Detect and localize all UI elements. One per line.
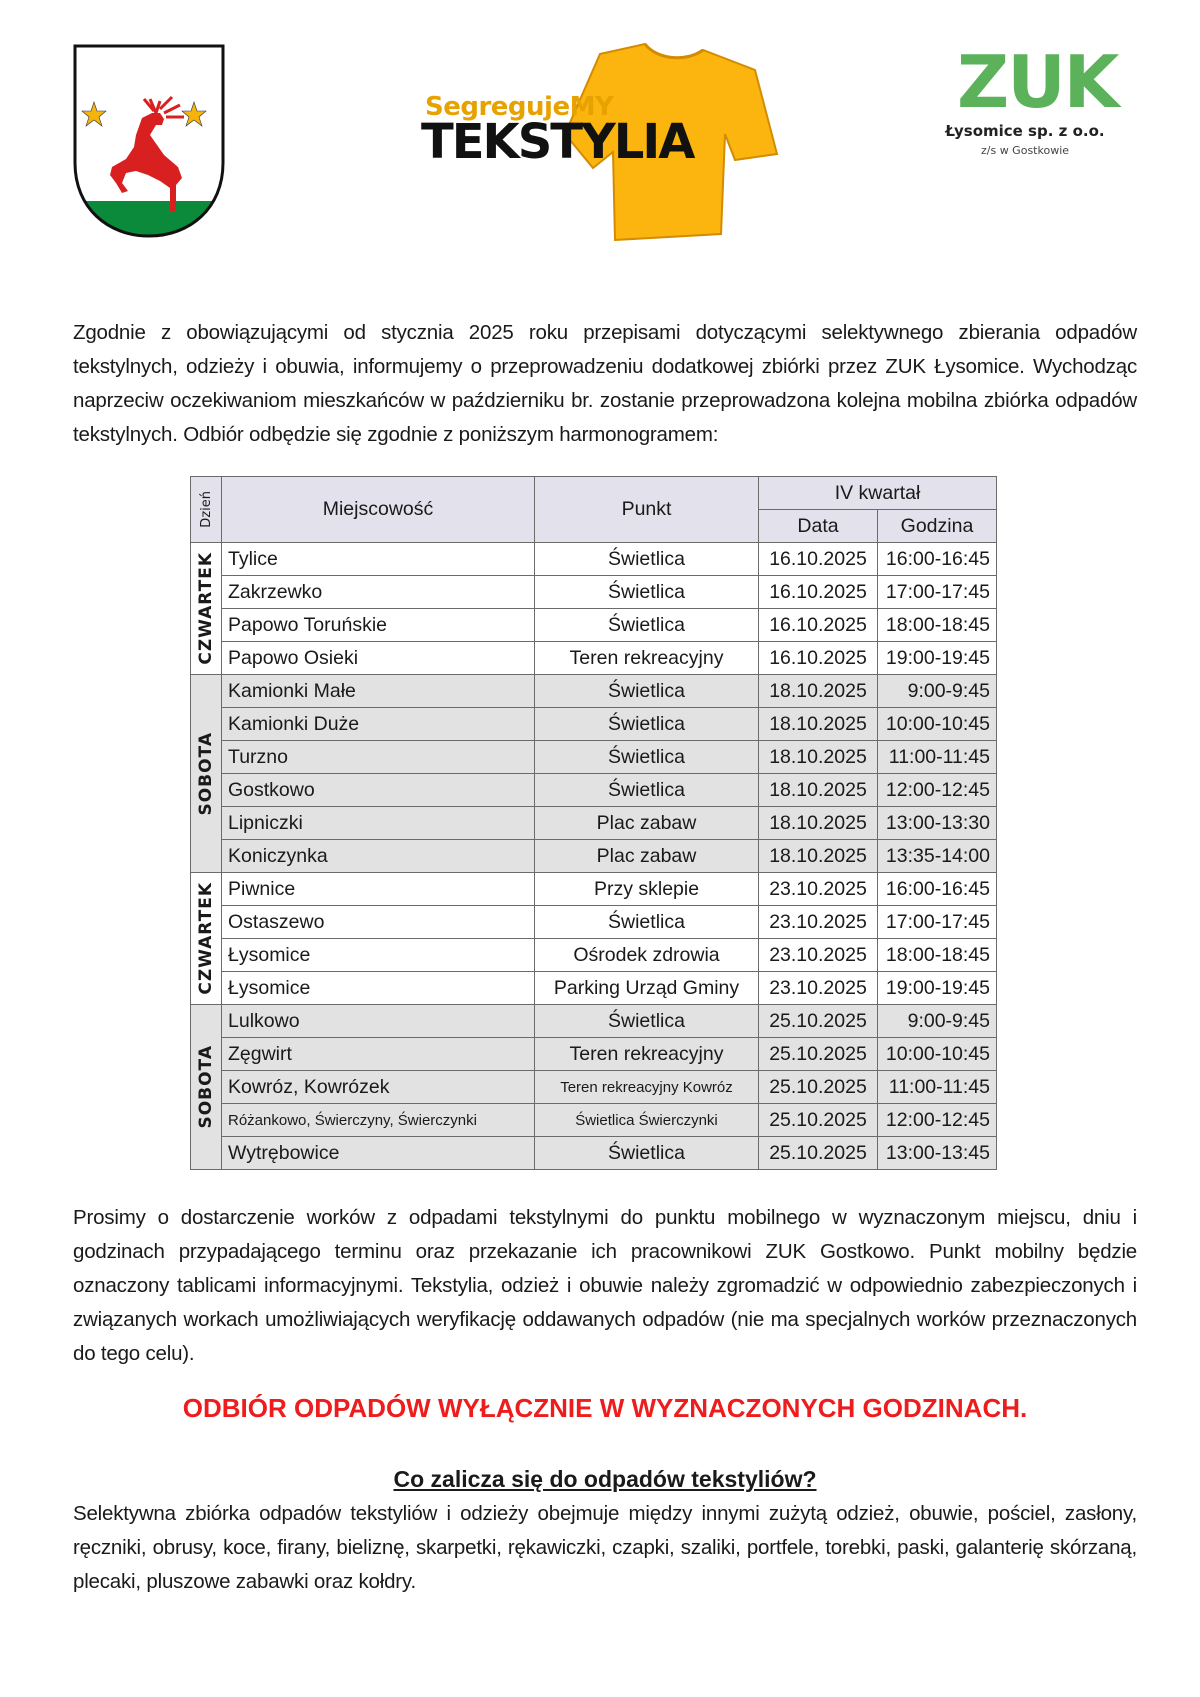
date-cell: 23.10.2025 bbox=[759, 972, 878, 1005]
table-row bbox=[191, 708, 997, 741]
date-cell: 18.10.2025 bbox=[759, 675, 878, 708]
location-cell: Kowróz, Kowrózek bbox=[222, 1071, 535, 1104]
table-row bbox=[191, 807, 997, 840]
table-row bbox=[191, 543, 997, 576]
zuk-seat: z/s w Gostkowie bbox=[980, 144, 1070, 157]
header-date: Data bbox=[759, 510, 878, 543]
location-cell: Zęgwirt bbox=[222, 1038, 535, 1071]
date-cell: 25.10.2025 bbox=[759, 1137, 878, 1170]
point-cell: Świetlica bbox=[535, 576, 759, 609]
point-cell: Świetlica bbox=[535, 543, 759, 576]
day-cell bbox=[191, 675, 222, 873]
point-cell: Teren rekreacyjny bbox=[535, 1038, 759, 1071]
date-cell: 25.10.2025 bbox=[759, 1005, 878, 1038]
table-row bbox=[191, 576, 997, 609]
location-cell: Piwnice bbox=[222, 873, 535, 906]
date-cell: 25.10.2025 bbox=[759, 1038, 878, 1071]
time-cell: 11:00-11:45 bbox=[878, 741, 997, 774]
date-cell: 23.10.2025 bbox=[759, 906, 878, 939]
location-cell: Łysomice bbox=[222, 972, 535, 1005]
table-row bbox=[191, 840, 997, 873]
time-cell: 16:00-16:45 bbox=[878, 873, 997, 906]
time-cell: 11:00-11:45 bbox=[878, 1071, 997, 1104]
date-cell: 16.10.2025 bbox=[759, 543, 878, 576]
table-header-row bbox=[191, 477, 997, 510]
location-cell: Zakrzewko bbox=[222, 576, 535, 609]
instructions-paragraph: Prosimy o dostarczenie worków z odpadami tekstylnymi do punktu mobilnego w wyznaczonym miejscu, dniu i godzinach przypadającego terminu oraz przekazanie ich pracownikowi ZUK Gostkowo. Punkt mobilny będzie oznaczony tablicami informacyjnymi. Tekstylia, odzież i obuwie należy zgromadzić w odpowiednio zabezpieczonych i związanych workach umożliwiających weryfikację oddawanych odpadów (nie ma specjalnych worków przeznaczonych do tego celu). bbox=[73, 1206, 1137, 1365]
point-cell: Świetlica bbox=[535, 675, 759, 708]
date-cell: 18.10.2025 bbox=[759, 840, 878, 873]
table-row bbox=[191, 972, 997, 1005]
location-cell: Kamionki Małe bbox=[222, 675, 535, 708]
day-cell bbox=[191, 873, 222, 1005]
day-label: CZWARTEK bbox=[196, 552, 216, 665]
zuk-wordmark: ZUK bbox=[957, 40, 1118, 124]
date-cell: 23.10.2025 bbox=[759, 873, 878, 906]
date-cell: 16.10.2025 bbox=[759, 576, 878, 609]
time-cell: 17:00-17:45 bbox=[878, 576, 997, 609]
point-cell: Świetlica bbox=[535, 1137, 759, 1170]
location-cell: Gostkowo bbox=[222, 774, 535, 807]
table-row bbox=[191, 1071, 997, 1104]
date-cell: 16.10.2025 bbox=[759, 642, 878, 675]
time-cell: 12:00-12:45 bbox=[878, 1104, 997, 1137]
stag-crest-icon bbox=[72, 43, 226, 240]
point-cell: Świetlica bbox=[535, 741, 759, 774]
date-cell: 18.10.2025 bbox=[759, 807, 878, 840]
date-cell: 25.10.2025 bbox=[759, 1104, 878, 1137]
time-cell: 9:00-9:45 bbox=[878, 1005, 997, 1038]
campaign-line1: SegregujeMY bbox=[425, 92, 614, 122]
time-cell: 19:00-19:45 bbox=[878, 642, 997, 675]
point-cell: Teren rekreacyjny bbox=[535, 642, 759, 675]
time-cell: 9:00-9:45 bbox=[878, 675, 997, 708]
point-cell: Świetlica bbox=[535, 708, 759, 741]
point-cell: Świetlica bbox=[535, 1005, 759, 1038]
location-cell: Ostaszewo bbox=[222, 906, 535, 939]
time-cell: 17:00-17:45 bbox=[878, 906, 997, 939]
table-row bbox=[191, 774, 997, 807]
table-row bbox=[191, 1104, 997, 1137]
day-cell bbox=[191, 543, 222, 675]
date-cell: 16.10.2025 bbox=[759, 609, 878, 642]
location-cell: Łysomice bbox=[222, 939, 535, 972]
location-cell: Papowo Toruńskie bbox=[222, 609, 535, 642]
campaign-line2: TEKSTYLIA bbox=[421, 114, 694, 170]
time-cell: 16:00-16:45 bbox=[878, 543, 997, 576]
time-cell: 13:35-14:00 bbox=[878, 840, 997, 873]
point-cell: Teren rekreacyjny Kowróz bbox=[535, 1071, 759, 1104]
time-cell: 12:00-12:45 bbox=[878, 774, 997, 807]
point-cell: Plac zabaw bbox=[535, 807, 759, 840]
location-cell: Różankowo, Świerczyny, Świerczynki bbox=[222, 1104, 535, 1137]
time-cell: 18:00-18:45 bbox=[878, 609, 997, 642]
point-cell: Ośrodek zdrowia bbox=[535, 939, 759, 972]
day-cell bbox=[191, 1005, 222, 1170]
time-cell: 18:00-18:45 bbox=[878, 939, 997, 972]
warning-banner: ODBIÓR ODPADÓW WYŁĄCZNIE W WYZNACZONYCH GODZINACH. bbox=[182, 1393, 1028, 1423]
date-cell: 23.10.2025 bbox=[759, 939, 878, 972]
schedule-table bbox=[190, 476, 997, 1170]
day-label: SOBOTA bbox=[196, 1045, 216, 1129]
time-cell: 10:00-10:45 bbox=[878, 1038, 997, 1071]
date-cell: 18.10.2025 bbox=[759, 741, 878, 774]
date-cell: 18.10.2025 bbox=[759, 708, 878, 741]
campaign-logo bbox=[421, 42, 845, 257]
point-cell: Przy sklepie bbox=[535, 873, 759, 906]
section-heading: Co zalicza się do odpadów tekstyliów? bbox=[393, 1466, 817, 1492]
point-cell: Świetlica bbox=[535, 906, 759, 939]
table-row bbox=[191, 939, 997, 972]
day-label: SOBOTA bbox=[196, 731, 216, 816]
location-cell: Kamionki Duże bbox=[222, 708, 535, 741]
point-cell: Świetlica bbox=[535, 774, 759, 807]
location-cell: Lipniczki bbox=[222, 807, 535, 840]
header-location: Miejscowość bbox=[222, 477, 535, 543]
time-cell: 13:00-13:45 bbox=[878, 1137, 997, 1170]
table-row bbox=[191, 906, 997, 939]
table-row bbox=[191, 873, 997, 906]
table-row bbox=[191, 1005, 997, 1038]
time-cell: 13:00-13:30 bbox=[878, 807, 997, 840]
zuk-logo bbox=[915, 40, 1145, 167]
location-cell: Turzno bbox=[222, 741, 535, 774]
header-time: Godzina bbox=[878, 510, 997, 543]
header-quarter: IV kwartał bbox=[759, 477, 997, 510]
table-row bbox=[191, 1137, 997, 1170]
point-cell: Świetlica bbox=[535, 609, 759, 642]
date-cell: 25.10.2025 bbox=[759, 1071, 878, 1104]
header-point: Punkt bbox=[535, 477, 759, 543]
header-day: Dzień bbox=[191, 477, 222, 543]
coat-of-arms-logo bbox=[72, 43, 226, 240]
time-cell: 10:00-10:45 bbox=[878, 708, 997, 741]
location-cell: Lulkowo bbox=[222, 1005, 535, 1038]
location-cell: Papowo Osieki bbox=[222, 642, 535, 675]
table-row bbox=[191, 642, 997, 675]
intro-paragraph: Zgodnie z obowiązującymi od stycznia 2025 roku przepisami dotyczącymi selektywnego zbierania odpadów tekstylnych, odzieży i obuwia, informujemy o przeprowadzeniu dodatkowej zbiórki przez ZUK Łysomice. Wychodząc naprzeciw oczekiwaniom mieszkańców w październiku br. zostanie przeprowadzona kolejna mobilna zbiórka odpadów tekstylnych. Odbiór odbędzie się zgodnie z poniższym harmonogramem: bbox=[73, 321, 1137, 446]
table-row bbox=[191, 675, 997, 708]
table-row bbox=[191, 741, 997, 774]
location-cell: Koniczynka bbox=[222, 840, 535, 873]
time-cell: 19:00-19:45 bbox=[878, 972, 997, 1005]
point-cell: Parking Urząd Gminy bbox=[535, 972, 759, 1005]
date-cell: 18.10.2025 bbox=[759, 774, 878, 807]
location-cell: Wytrębowice bbox=[222, 1137, 535, 1170]
zuk-company-name: Łysomice sp. z o.o. bbox=[945, 122, 1105, 140]
day-label: CZWARTEK bbox=[196, 882, 216, 995]
textile-list-paragraph: Selektywna zbiórka odpadów tekstyliów i odzieży obejmuje między innymi zużytą odzież, obuwie, pościel, zasłony, ręczniki, obrusy, koce, firany, bieliznę, skarpetki, rękawiczki, czapki, szaliki, portfele, torebki, paski, galanterię skórzaną, plecaki, pluszowe zabawki oraz kołdry. bbox=[73, 1502, 1137, 1593]
point-cell: Plac zabaw bbox=[535, 840, 759, 873]
table-row bbox=[191, 609, 997, 642]
table-row bbox=[191, 1038, 997, 1071]
point-cell: Świetlica Świerczynki bbox=[535, 1104, 759, 1137]
location-cell: Tylice bbox=[222, 543, 535, 576]
